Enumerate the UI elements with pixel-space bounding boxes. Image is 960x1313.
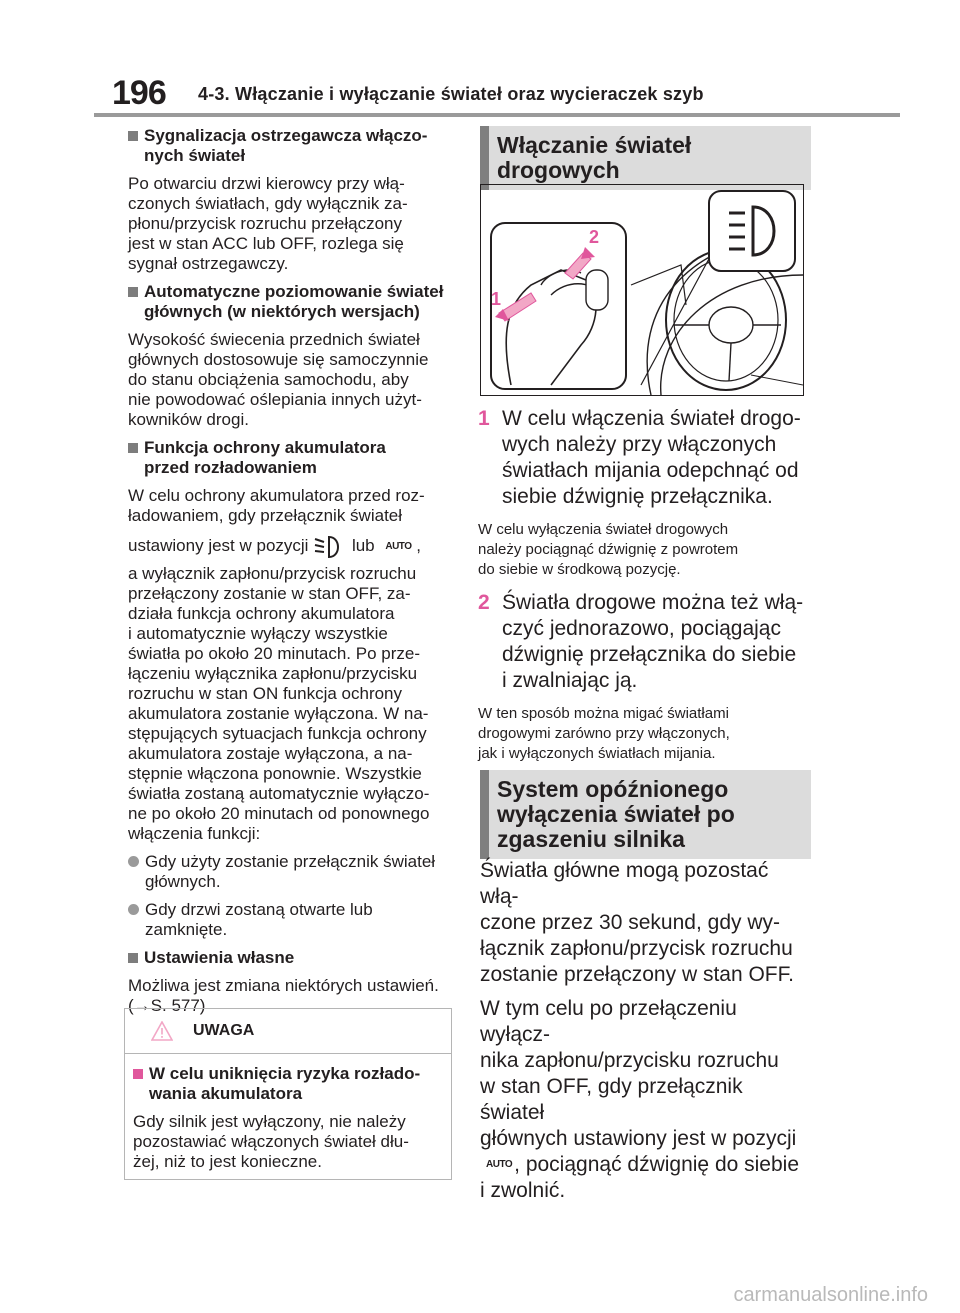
steering-lever-figure (481, 185, 803, 395)
lever-illustration (480, 184, 804, 396)
paragraph: Po otwarciu drzwi kierowcy przy włą- czonych światłach, gdy wyłącznik za- płonu/przycisk rozruchu przełączony jest w stan ACC lub OFF, rozlega się sygnał ostrzegawczy. (128, 174, 408, 273)
right-body (480, 858, 810, 1204)
right-column (478, 406, 808, 764)
paragraph: Światła główne mogą pozostać włą- czone przez 30 sekund, gdy wy- łącznik zapłonu/przycisk rozruchu zostanie przełączony w stan OFF. (480, 859, 794, 986)
header-rule (94, 113, 900, 117)
note: W celu wyłączenia świateł drogowych należy pociągnąć dźwignię z powrotem do siebie w środkową pozycję. (478, 521, 739, 578)
warning-title: W celu uniknięcia ryzyka rozłado- wania akumulatora (133, 1064, 443, 1104)
chapter-title: 4-3. Włączanie i wyłączanie świateł oraz wycieraczek szyb (198, 84, 704, 104)
section-title-box: Włączanie świateł drogowych (480, 126, 811, 190)
note: W ten sposób można migać światłami drogowymi zarówno przy włączonych, jak i wyłączonych światłach mijania. (478, 705, 730, 762)
step-1: 1 W celu włączenia świateł drogo- wych należy przy włączonych światłach mijania odepchnąć od siebie dźwignię przełącznika. (478, 407, 801, 508)
figure-label-1: 1 (491, 289, 502, 309)
watermark: carmanualsonline.info (733, 1284, 928, 1306)
warning-icon (151, 1021, 173, 1041)
step-2: 2 Światła drogowe można też włą- czyć jednorazowo, pociągając dźwignię przełącznika do siebie i zwalniając ją. (478, 591, 804, 692)
section-heading: Sygnalizacja ostrzegawcza włączo- nych świateł (128, 126, 458, 166)
page-number: 196 (112, 74, 166, 112)
warning-body: Gdy silnik jest wyłączony, nie należy pozostawiać włączonych świateł dłu- żej, niż to jest konieczne. (133, 1112, 409, 1171)
low-beam-icon (313, 534, 343, 560)
section-title-box: System opóźnionego wyłączenia świateł po zgaszeniu silnika (480, 770, 811, 859)
list-item: Gdy drzwi zostaną otwarte lub zamknięte. (128, 900, 458, 940)
warning-box (124, 1008, 452, 1180)
paragraph: W tym celu po przełączeniu wyłącz- nika zapłonu/przycisku rozruchu w stan OFF, gdy przełącznik świateł głównych ustawiony jest w pozycji AUTO, pociągnąć dźwignię do siebie i zwolnić. (480, 997, 800, 1203)
list-item: Gdy użyty zostanie przełącznik świateł głównych. (128, 852, 458, 892)
section-heading: Funkcja ochrony akumulatora przed rozładowaniem (128, 438, 458, 478)
section-heading: Ustawienia własne (128, 948, 458, 968)
warning-label: UWAGA (193, 1022, 255, 1039)
paragraph: Możliwa jest zmiana niektórych ustawień. (→S. 577) (128, 976, 439, 1015)
auto-icon: AUTO (486, 1159, 513, 1171)
paragraph: W celu ochrony akumulatora przed roz- ładowaniem, gdy przełącznik świateł ustawiony jest w pozycji lub AUTO , a wyłącznik zapłonu/przycisk rozruchu przełączony zostanie w stan OFF, za- działa funkcja ochrony akumulatora i automatycznie wyłączy wszystkie światła po około 20 minutach. Po prze- łączeniu wyłącznika zapłonu/przycisku rozruchu w stan ON funkcja ochrony akumulatora zostanie wyłączona. W na- stępujących sytuacjach funkcja ochrony akumulatora zostaje wyłączona, a na- stępnie włączona ponownie. Wszystkie światła zostaną automatycznie wyłączo- ne po około 20 minutach od ponownego włączenia funkcji: (128, 486, 430, 843)
paragraph: Wysokość świecenia przednich świateł głównych dostosowuje się samoczynnie do stanu obciążenia samochodu, aby nie powodować oślepiania innych użyt- kowników drogi. (128, 330, 429, 429)
section-heading: Automatyczne poziomowanie świateł głównych (w niektórych wersjach) (128, 282, 458, 322)
auto-icon: AUTO (385, 540, 412, 552)
left-column (128, 126, 458, 1016)
figure-label-2: 2 (589, 227, 600, 247)
